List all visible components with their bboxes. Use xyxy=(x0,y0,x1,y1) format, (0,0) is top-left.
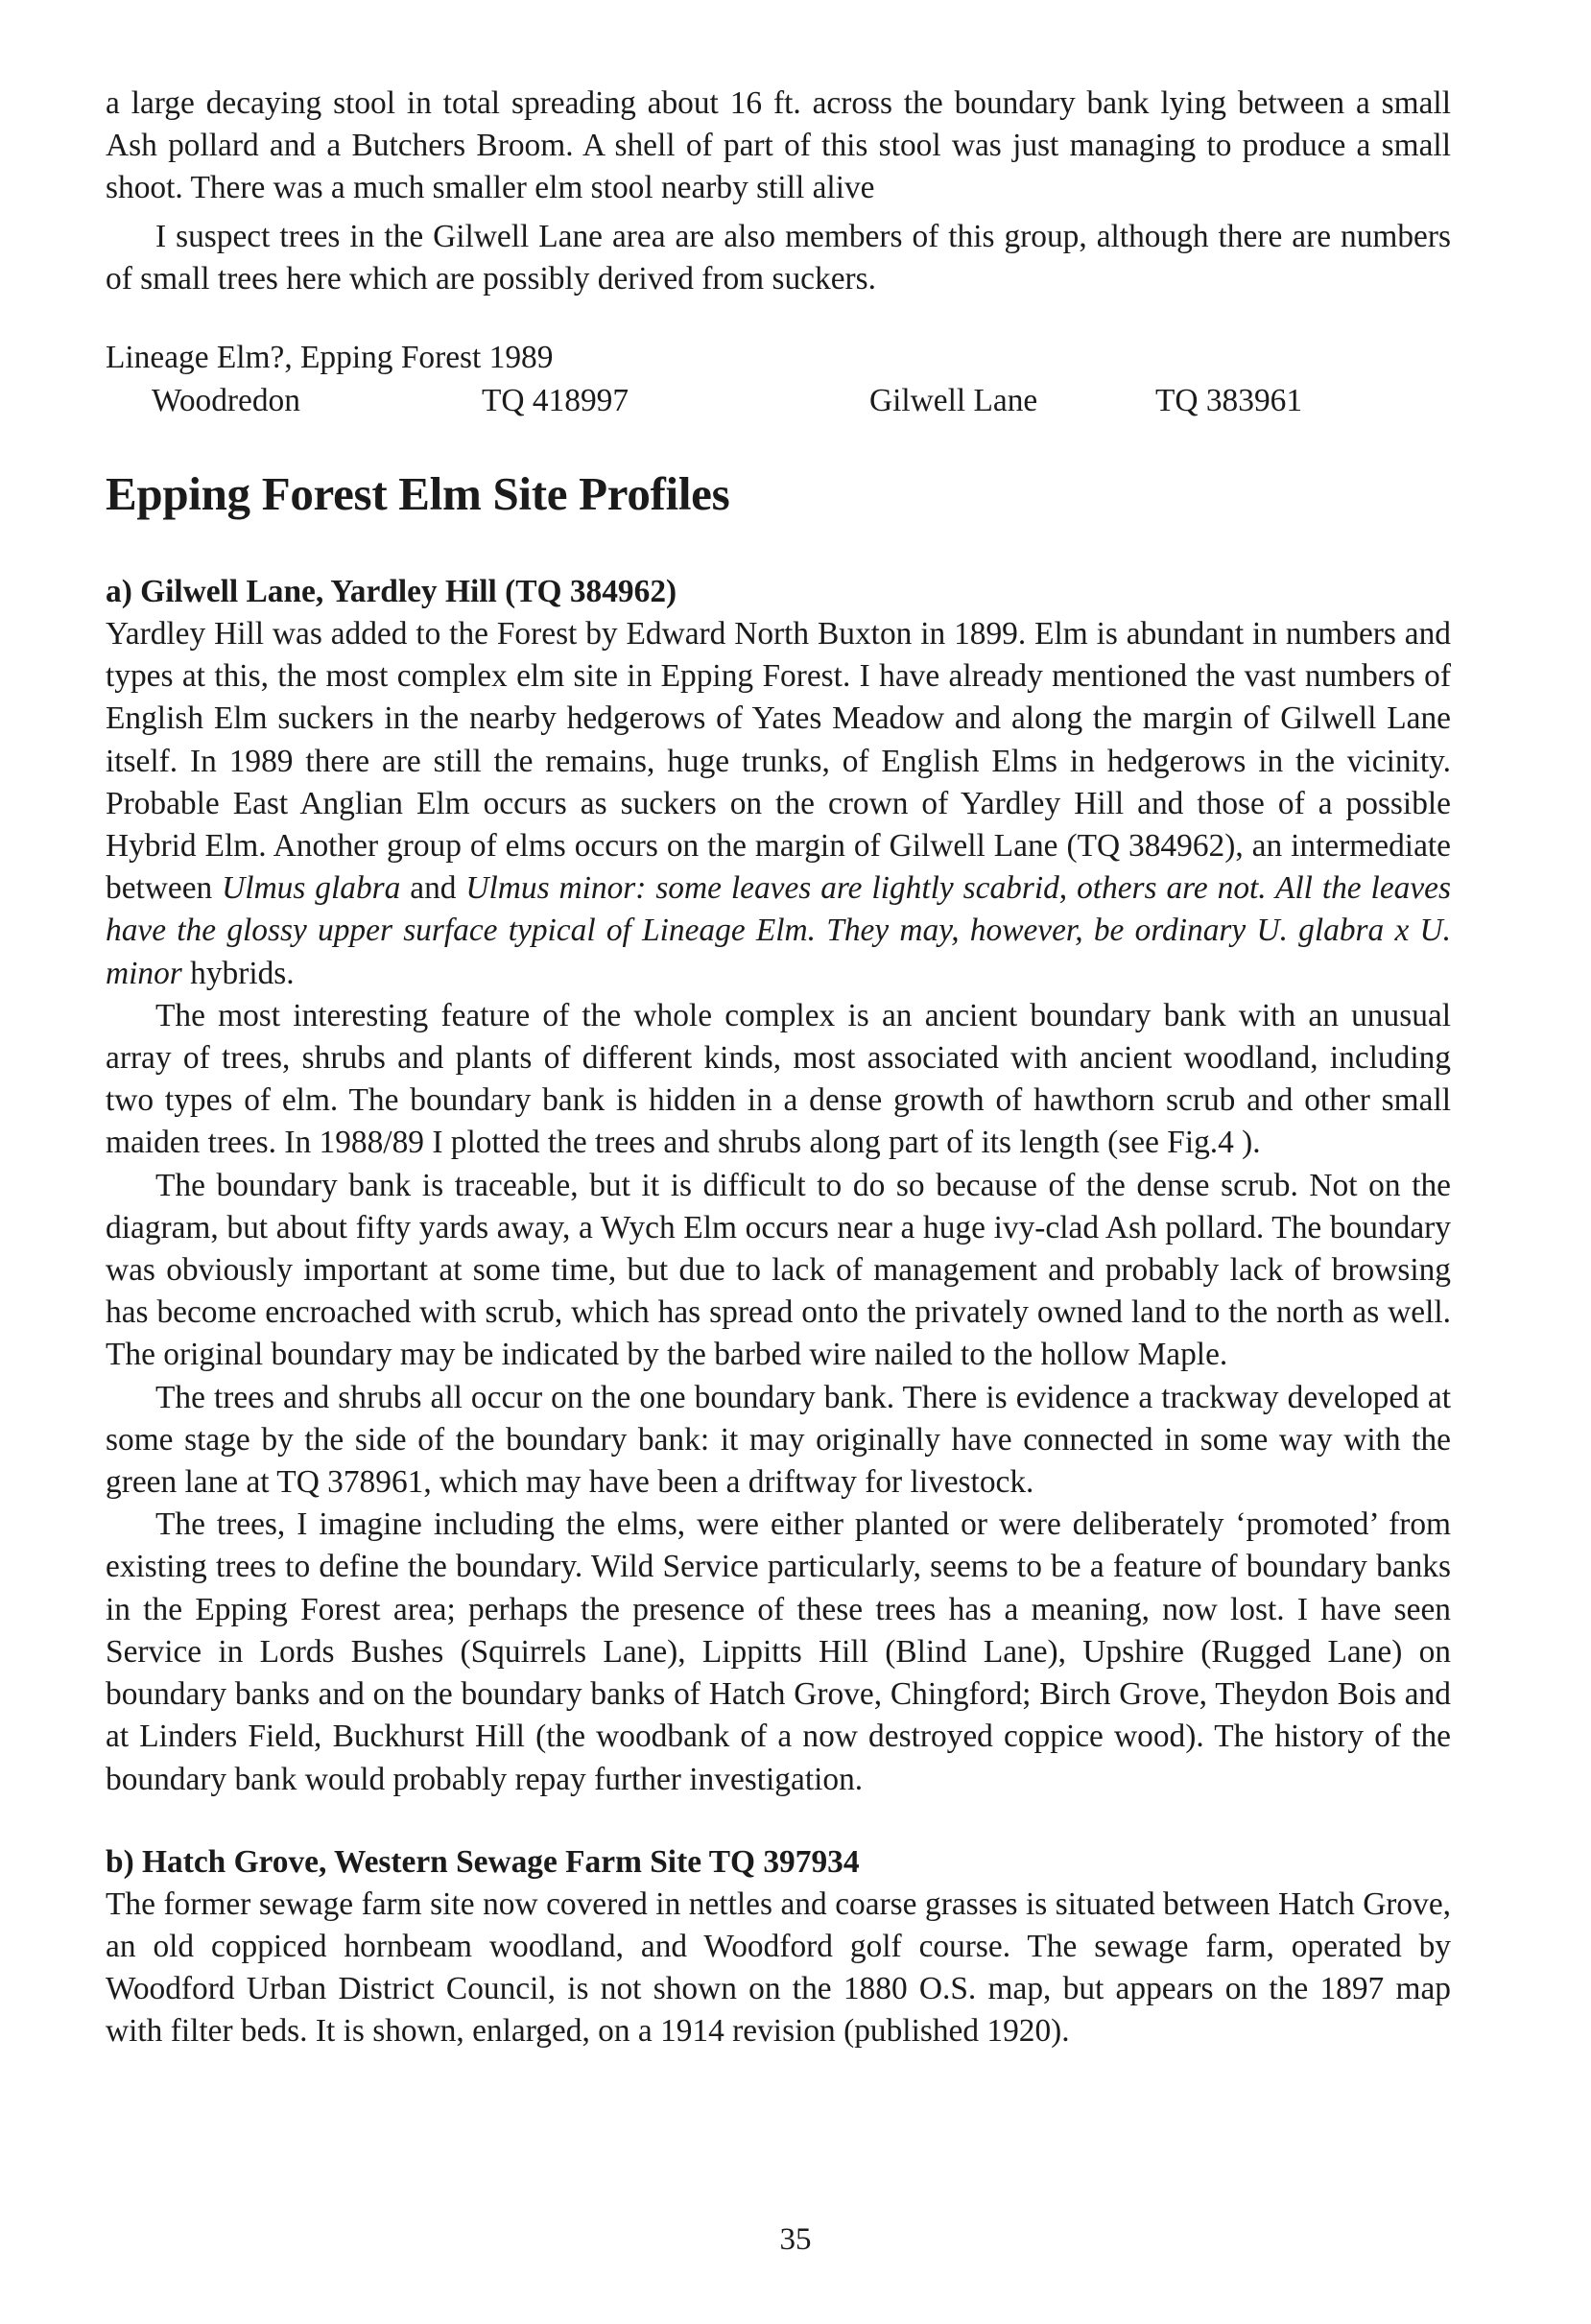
site-gilwell-name: Gilwell Lane xyxy=(869,383,1038,419)
section-a-paragraph-2: The most interesting feature of the whole complex is an ancient boundary bank with an unusual array of trees, shrubs and plants of different kinds, most associated with ancient woodland, including two types of elm. The boundary bank is hidden in a dense growth of hawthorn scrub and other small maiden trees. In 1988/89 I plotted the trees and shrubs along part of its length (see Fig.4 ). xyxy=(106,997,1451,1161)
lineage-sites-row xyxy=(106,379,1451,423)
species-name-hybrid: U. glabra x U. minor xyxy=(106,913,1451,991)
section-a-text-3: : some leaves are lightly scabrid, others are not. All the leaves have the glossy upper surface typical of Lineage Elm. They may, however, be ordinary xyxy=(106,870,1451,949)
site-woodredon-ref: TQ 418997 xyxy=(482,383,629,419)
section-b-paragraph-1: The former sewage farm site now covered in nettles and coarse grasses is situated between Hatch Grove, an old coppiced hornbeam woodland, and Woodford golf course. The sewage farm, operated by Woodford Urban District Council, is not shown on the 1880 O.S. map, but appears on the 1897 map with filter beds. It is shown, enlarged, on a 1914 revision (published 1920). xyxy=(106,1885,1451,2050)
section-a-text-1: Yardley Hill was added to the Forest by Edward North Buxton in 1899. Elm is abundant in numbers and types at this, the most complex elm site in Epping Forest. I have already mentioned the vast numbers of English Elm suckers in the nearby hedgerows of Yates Meadow and along the margin of Gilwell Lane itself. In 1989 there are still the remains, huge trunks, of English Elms in hedgerows in the vicinity. Probable East Anglian Elm occurs as suckers on the crown of Yardley Hill and those of a possible Hybrid Elm. Another group of elms occurs on the margin of Gilwell Lane (TQ 384962), an intermediate between xyxy=(106,616,1451,907)
page-content xyxy=(106,83,1451,2053)
intro-paragraph: a large decaying stool in total spreading about 16 ft. across the boundary bank lying between a small Ash pollard and a Butchers Broom. A shell of part of this stool was just managing to produce a small shoot. There was a much smaller elm stool nearby still alive xyxy=(106,85,1451,206)
page-number: 35 xyxy=(779,2222,812,2257)
section-a-paragraph-1 xyxy=(106,613,1451,995)
section-a-paragraph-4: The trees and shrubs all occur on the one boundary bank. There is evidence a trackway developed at some stage by the side of the boundary bank: it may originally have connected in some way with the green lane at TQ 378961, which may have been a driftway for livestock. xyxy=(106,1379,1451,1501)
species-name-ulmus-minor: Ulmus minor xyxy=(465,870,636,907)
lineage-title: Lineage Elm?, Epping Forest 1989 xyxy=(106,340,554,376)
site-woodredon-name: Woodredon xyxy=(152,383,300,419)
species-name-ulmus-glabra: Ulmus glabra xyxy=(222,870,401,907)
section-a-paragraph-5: The trees, I imagine including the elms, were either planted or were deliberately ‘promoted’ from existing trees to define the boundary. Wild Service particularly, seems to be a feature of boundary banks in the Epping Forest area; perhaps the presence of these trees has a meaning, now lost. I have seen Service in Lords Bushes (Squirrels Lane), Lippitts Hill (Blind Lane), Upshire (Rugged Lane) on boundary banks and on the boundary banks of Hatch Grove, Chingford; Birch Grove, Theydon Bois and at Linders Field, Buckhurst Hill (the woodbank of a now destroyed coppice wood). The history of the boundary bank would probably repay further investigation. xyxy=(106,1506,1451,1797)
section-a-text-4: hybrids. xyxy=(181,955,295,991)
section-a-text-2: and xyxy=(400,870,466,907)
intro-paragraph-2: I suspect trees in the Gilwell Lane area are also members of this group, although there are numbers of small trees here which are possibly derived from suckers. xyxy=(106,218,1451,296)
site-gilwell-ref: TQ 383961 xyxy=(1155,383,1303,419)
section-a-title: a) Gilwell Lane, Yardley Hill (TQ 384962) xyxy=(106,574,677,610)
section-a-paragraph-3: The boundary bank is traceable, but it is difficult to do so because of the dense scrub. Not on the diagram, but about fifty yards away, a Wych Elm occurs near a huge ivy-clad Ash pollard. The boundary was obviously important at some time, but due to lack of management and probably lack of browsing has become encroached with scrub, which has spread onto the privately owned land to the north as well. The original boundary may be indicated by the barbed wire nailed to the hollow Maple. xyxy=(106,1167,1451,1373)
section-heading: Epping Forest Elm Site Profiles xyxy=(106,467,730,521)
section-b-title: b) Hatch Grove, Western Sewage Farm Site TQ 397934 xyxy=(106,1843,860,1880)
